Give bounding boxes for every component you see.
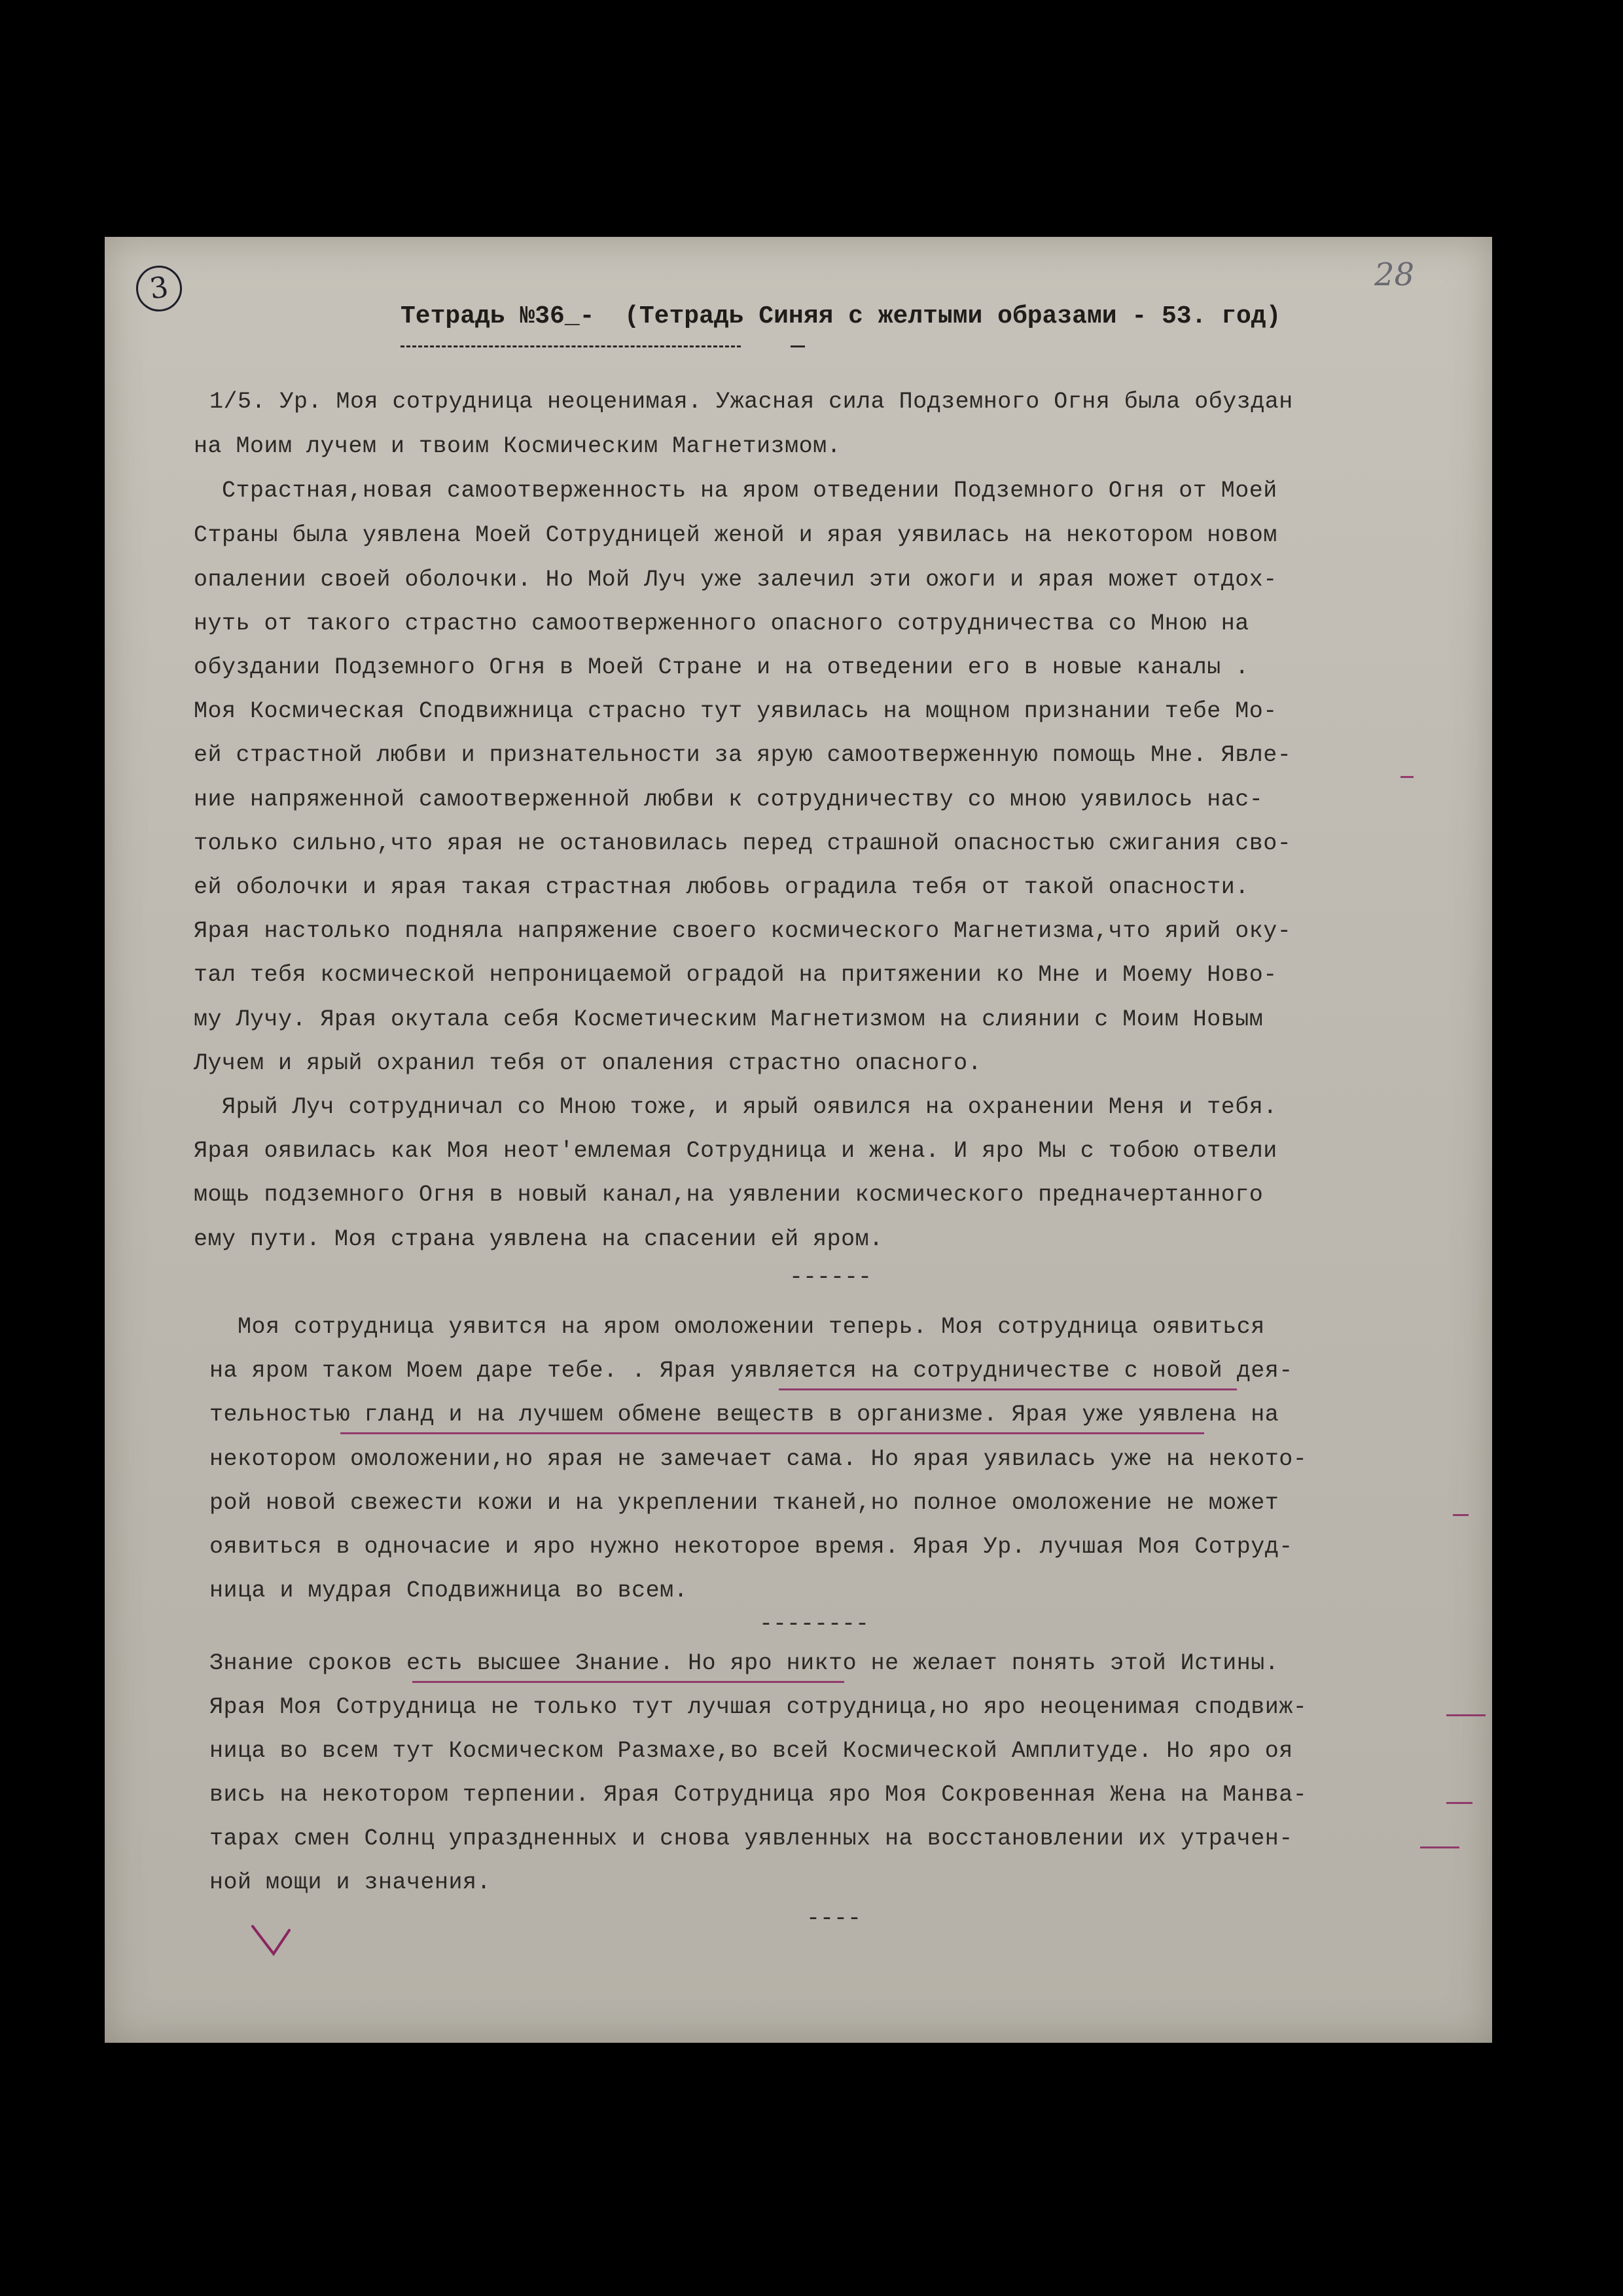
- text-line: на яром таком Моем даре тебе. . Ярая уявляется на сотрудничестве с новой дея-: [209, 1358, 1293, 1384]
- text-line: только сильно,что ярая не остановилась перед страшной опасностью сжигания сво-: [194, 830, 1292, 857]
- section-separator: ------: [789, 1264, 872, 1290]
- section-separator: ----: [806, 1905, 862, 1932]
- text-line: ница и мудрая Сподвижница во всем.: [209, 1578, 688, 1604]
- text-line: ница во всем тут Космическом Размахе,во всей Космической Амплитуде. Но яро оя: [209, 1738, 1293, 1764]
- pen-margin-mark: [1446, 1714, 1486, 1716]
- text-line: Знание сроков есть высшее Знание. Но яро никто не желает понять этой Истины.: [209, 1650, 1279, 1676]
- text-line: вись на некотором терпении. Ярая Сотрудница яро Моя Сокровенная Жена на Манва-: [209, 1782, 1308, 1808]
- text-line: нуть от такого страстно самоотверженного опасного сотрудничества со Мною на: [194, 610, 1249, 637]
- text-line: Моя Космическая Сподвижница страсно тут уявилась на мощном признании тебе Мо-: [194, 698, 1277, 724]
- text-line: Страны была уявлена Моей Сотрудницей женой и ярая уявилась на некотором новом: [194, 522, 1277, 548]
- pen-margin-mark: [1446, 1802, 1472, 1804]
- text-line: Ярый Луч сотрудничал со Мною тоже, и ярый оявился на охранении Меня и тебя.: [194, 1094, 1277, 1120]
- text-line: ние напряженной самоотверженной любви к сотрудничеству со мною уявилось нас-: [194, 786, 1264, 813]
- pen-underline: [340, 1432, 1204, 1434]
- text-line: рой новой свежести кожи и на укреплении тканей,но полное омоложение не может: [209, 1490, 1279, 1516]
- text-line: обуздании Подземного Огня в Моей Стране и на отведении его в новые каналы .: [194, 654, 1249, 680]
- notebook-header: Тетрадь №36_- (Тетрадь Синяя с желтыми образами - 53. год): [401, 302, 1281, 330]
- pen-margin-mark: [1420, 1846, 1459, 1848]
- text-line: тал тебя космической непроницаемой оградой на притяжении ко Мне и Моему Ново-: [194, 962, 1277, 988]
- folio-number: 28: [1374, 256, 1415, 293]
- pen-margin-mark: [1453, 1514, 1469, 1516]
- text-line: Ярая настолько подняла напряжение своего космического Магнетизма,что ярий оку-: [194, 918, 1292, 944]
- text-line: му Лучу. Ярая окутала себя Косметическим Магнетизмом на слиянии с Моим Новым: [194, 1006, 1264, 1033]
- text-line: ей оболочки и ярая такая страстная любовь оградила тебя от такой опасности.: [194, 874, 1249, 900]
- section-separator: --------: [759, 1611, 870, 1637]
- header-underline-dash: [791, 345, 805, 347]
- text-line: ей страстной любви и признательности за ярую самоотверженную помощь Мне. Явле-: [194, 742, 1292, 768]
- text-line: опалении своей оболочки. Но Мой Луч уже залечил эти ожоги и ярая может отдох-: [194, 567, 1277, 593]
- text-line: оявиться в одночасие и яро нужно некоторое время. Ярая Ур. лучшая Моя Сотруд-: [209, 1534, 1293, 1560]
- text-line: некотором омоложении,но ярая не замечает сама. Но ярая уявилась уже на некото-: [209, 1446, 1308, 1472]
- pencil-check-mark-icon: [249, 1918, 301, 1971]
- document-page: [105, 237, 1492, 2043]
- text-line: ной мощи и значения.: [209, 1869, 491, 1896]
- text-line: тарах смен Солнц упраздненных и снова уявленных на восстановлении их утрачен-: [209, 1826, 1293, 1852]
- text-line: Ярая оявилась как Моя неот'емлемая Сотрудница и жена. И яро Мы с тобою отвели: [194, 1138, 1277, 1164]
- text-line: на Моим лучем и твоим Космическим Магнетизмом.: [194, 433, 842, 459]
- text-line: тельностью гланд и на лучшем обмене веществ в организме. Ярая уже уявлена на: [209, 1402, 1279, 1428]
- text-line: Лучем и ярый охранил тебя от опаления страстно опасного.: [194, 1050, 982, 1076]
- text-line: Страстная,новая самоотверженность на яром отведении Подземного Огня от Моей: [194, 478, 1277, 504]
- text-line: Ярая Моя Сотрудница не только тут лучшая сотрудница,но яро неоценимая сподвиж-: [209, 1694, 1308, 1720]
- pen-margin-mark: [1400, 776, 1414, 778]
- page-number-circled: 3: [133, 262, 185, 314]
- pen-underline: [412, 1681, 844, 1683]
- pen-underline: [779, 1388, 1237, 1390]
- text-line: Моя сотрудница уявится на яром омоложении теперь. Моя сотрудница оявиться: [209, 1314, 1265, 1340]
- text-line: мощь подземного Огня в новый канал,на уявлении космического предначертанного: [194, 1182, 1264, 1208]
- header-underline: [401, 345, 741, 347]
- text-line: 1/5. Ур. Моя сотрудница неоценимая. Ужасная сила Подземного Огня была обуздан: [209, 389, 1293, 415]
- text-line: ему пути. Моя страна уявлена на спасении ей яром.: [194, 1226, 883, 1252]
